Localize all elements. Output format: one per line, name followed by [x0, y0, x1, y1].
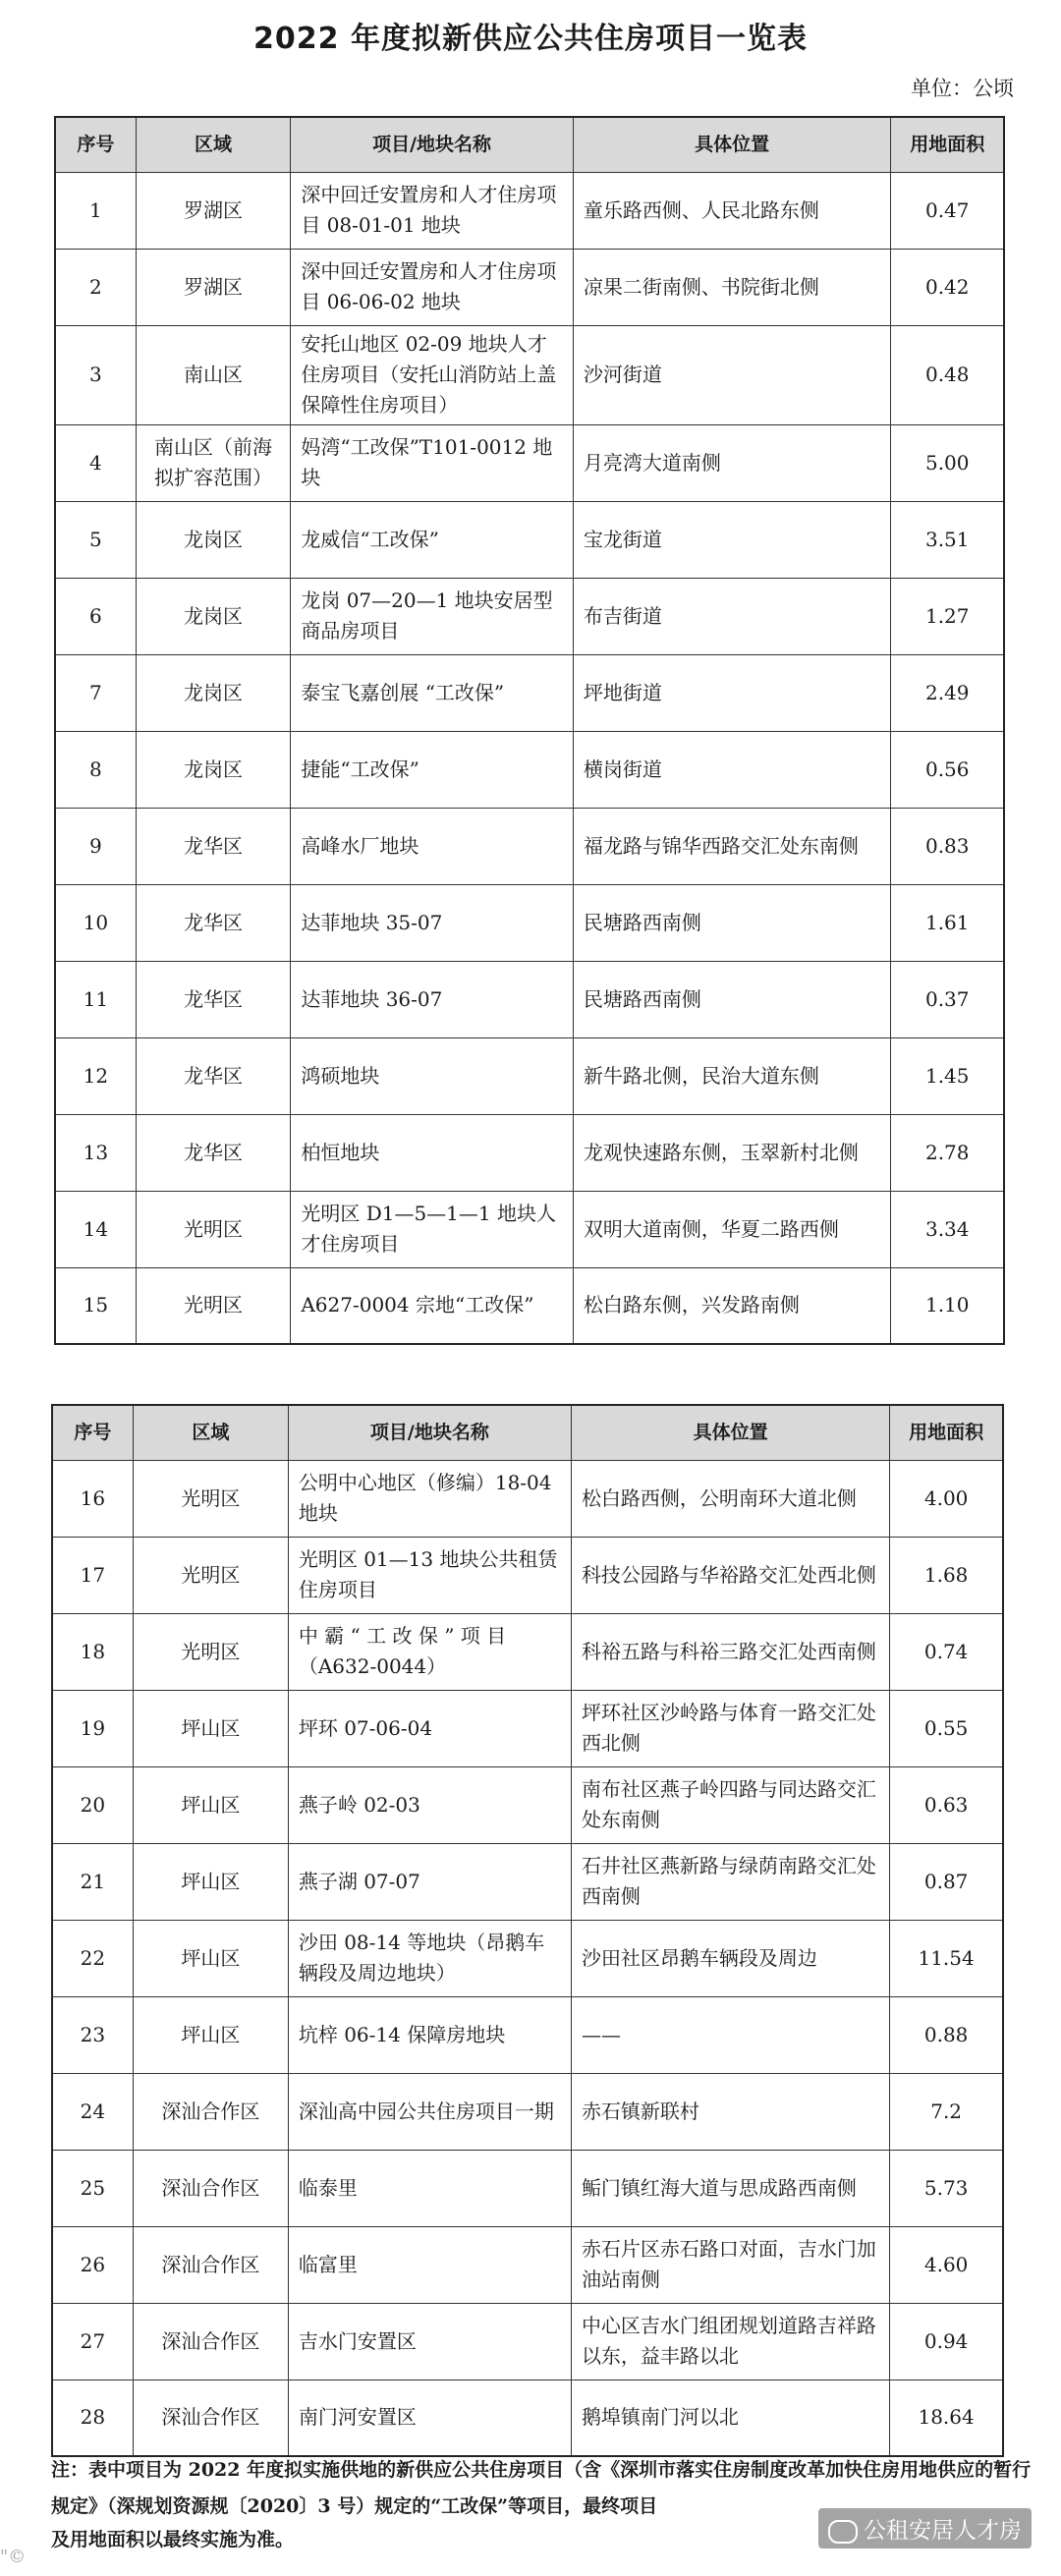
cell-location: 布吉街道	[573, 578, 891, 654]
cell-no: 12	[55, 1037, 136, 1114]
cell-no: 7	[55, 654, 136, 731]
cell-district: 南山区（前海拟扩容范围）	[136, 424, 291, 501]
cell-district: 光明区	[136, 1267, 291, 1344]
cell-location: 双明大道南侧，华夏二路西侧	[573, 1191, 891, 1267]
cell-district: 罗湖区	[136, 172, 291, 249]
header-location: 具体位置	[571, 1405, 889, 1460]
watermark	[818, 2508, 1032, 2548]
cell-project-name: 柏恒地块	[291, 1114, 574, 1191]
cell-project-name: A627-0004 宗地“工改保”	[291, 1267, 574, 1344]
cell-project-name: 深中回迁安置房和人才住房项目 06-06-02 地块	[291, 249, 574, 325]
cell-area: 0.87	[890, 1843, 1003, 1920]
cell-project-name: 中 霸 “ 工 改 保 ” 项 目（A632-0044）	[288, 1613, 571, 1690]
cell-project-name: 吉水门安置区	[288, 2303, 571, 2380]
cell-project-name: 燕子湖 07-07	[288, 1843, 571, 1920]
cell-no: 20	[52, 1766, 133, 1843]
table-row	[55, 249, 1004, 325]
cell-area: 0.94	[890, 2303, 1003, 2380]
table-row	[52, 2150, 1003, 2226]
table-row	[52, 2380, 1003, 2456]
cell-area: 4.00	[890, 1460, 1003, 1537]
table-row	[55, 1267, 1004, 1344]
cell-area: 0.63	[890, 1766, 1003, 1843]
cell-district: 坪山区	[133, 1766, 288, 1843]
cell-location: 赤石镇新联村	[571, 2073, 889, 2150]
header-area: 用地面积	[890, 1405, 1003, 1460]
cell-location: 鲘门镇红海大道与思成路西南侧	[571, 2150, 889, 2226]
cell-district: 光明区	[133, 1460, 288, 1537]
cell-no: 17	[52, 1537, 133, 1613]
cell-district: 深汕合作区	[133, 2073, 288, 2150]
cell-no: 15	[55, 1267, 136, 1344]
housing-table-part2	[51, 1404, 1004, 2457]
cell-no: 2	[55, 249, 136, 325]
cell-project-name: 坪环 07-06-04	[288, 1690, 571, 1766]
cell-location: 沙河街道	[573, 325, 891, 424]
cell-district: 龙华区	[136, 808, 291, 884]
cell-area: 11.54	[890, 1920, 1003, 1996]
cell-project-name: 鸿硕地块	[291, 1037, 574, 1114]
cell-area: 5.73	[890, 2150, 1003, 2226]
cell-project-name: 光明区 D1—5—1—1 地块人才住房项目	[291, 1191, 574, 1267]
cell-location: 沙田社区昂鹅车辆段及周边	[571, 1920, 889, 1996]
header-no: 序号	[55, 117, 136, 172]
cell-no: 5	[55, 501, 136, 578]
table-row	[52, 2073, 1003, 2150]
cell-no: 26	[52, 2226, 133, 2303]
cell-area: 7.2	[890, 2073, 1003, 2150]
cell-location: 坪地街道	[573, 654, 891, 731]
cell-district: 深汕合作区	[133, 2150, 288, 2226]
cell-area: 0.74	[890, 1613, 1003, 1690]
cell-district: 坪山区	[133, 1690, 288, 1766]
table-row	[52, 1690, 1003, 1766]
cell-project-name: 龙威信“工改保”	[291, 501, 574, 578]
table-row	[52, 1460, 1003, 1537]
table-row	[55, 884, 1004, 961]
cell-district: 深汕合作区	[133, 2380, 288, 2456]
cell-area: 18.64	[890, 2380, 1003, 2456]
header-district: 区域	[133, 1405, 288, 1460]
cell-no: 10	[55, 884, 136, 961]
cell-project-name: 深汕高中园公共住房项目一期	[288, 2073, 571, 2150]
cell-location: 福龙路与锦华西路交汇处东南侧	[573, 808, 891, 884]
cell-project-name: 泰宝飞嘉创展 “工改保”	[291, 654, 574, 731]
table-row	[52, 1920, 1003, 1996]
table-row	[52, 1766, 1003, 1843]
cell-project-name: 高峰水厂地块	[291, 808, 574, 884]
cell-no: 16	[52, 1460, 133, 1537]
cell-project-name: 龙岗 07—20—1 地块安居型商品房项目	[291, 578, 574, 654]
cell-no: 18	[52, 1613, 133, 1690]
cell-no: 8	[55, 731, 136, 808]
cell-district: 深汕合作区	[133, 2226, 288, 2303]
header-area: 用地面积	[891, 117, 1004, 172]
cell-district: 龙华区	[136, 1114, 291, 1191]
cell-location: 赤石片区赤石路口对面，吉水门加油站南侧	[571, 2226, 889, 2303]
cell-district: 光明区	[133, 1537, 288, 1613]
cell-district: 坪山区	[133, 1996, 288, 2073]
housing-table-part1	[54, 116, 1005, 1345]
cell-district: 光明区	[133, 1613, 288, 1690]
cell-area: 3.34	[891, 1191, 1004, 1267]
cell-no: 4	[55, 424, 136, 501]
header-location: 具体位置	[573, 117, 891, 172]
cell-project-name: 捷能“工改保”	[291, 731, 574, 808]
cell-location: 松白路东侧，兴发路南侧	[573, 1267, 891, 1344]
cell-area: 4.60	[890, 2226, 1003, 2303]
cell-project-name: 公明中心地区（修编）18-04 地块	[288, 1460, 571, 1537]
cell-project-name: 坑梓 06-14 保障房地块	[288, 1996, 571, 2073]
footnote: 注：表中项目为 2022 年度拟实施供地的新供应公共住房项目（含《深圳市落实住房制度改革加快住房用地供应的暂行规定》（深规划资源规〔2020〕3 号）规定的“工改保”等项目，最终项目	[51, 2459, 1032, 2517]
cell-no: 21	[52, 1843, 133, 1920]
cell-area: 2.49	[891, 654, 1004, 731]
cell-no: 9	[55, 808, 136, 884]
cell-district: 坪山区	[133, 1843, 288, 1920]
cell-district: 龙岗区	[136, 731, 291, 808]
cell-district: 龙岗区	[136, 654, 291, 731]
cell-location: 科技公园路与华裕路交汇处西北侧	[571, 1537, 889, 1613]
cell-area: 3.51	[891, 501, 1004, 578]
cell-district: 光明区	[136, 1191, 291, 1267]
header-project-name: 项目/地块名称	[291, 117, 574, 172]
cell-area: 1.45	[891, 1037, 1004, 1114]
cell-project-name: 达菲地块 36-07	[291, 961, 574, 1037]
table-row	[55, 1191, 1004, 1267]
table-header-row	[55, 117, 1004, 172]
cell-project-name: 沙田 08-14 等地块（昂鹅车辆段及周边地块）	[288, 1920, 571, 1996]
cell-project-name: 深中回迁安置房和人才住房项目 08-01-01 地块	[291, 172, 574, 249]
cell-location: 民塘路西南侧	[573, 884, 891, 961]
table-row	[52, 2303, 1003, 2380]
cell-area: 2.78	[891, 1114, 1004, 1191]
cell-location: 石井社区燕新路与绿荫南路交汇处西南侧	[571, 1843, 889, 1920]
cell-location: 南布社区燕子岭四路与同达路交汇处东南侧	[571, 1766, 889, 1843]
cell-location: 月亮湾大道南侧	[573, 424, 891, 501]
header-no: 序号	[52, 1405, 133, 1460]
cell-location: 中心区吉水门组团规划道路吉祥路以东，益丰路以北	[571, 2303, 889, 2380]
cell-no: 22	[52, 1920, 133, 1996]
cell-district: 龙华区	[136, 961, 291, 1037]
cell-district: 罗湖区	[136, 249, 291, 325]
cell-area: 0.48	[891, 325, 1004, 424]
cell-district: 南山区	[136, 325, 291, 424]
cell-no: 27	[52, 2303, 133, 2380]
cell-area: 0.83	[891, 808, 1004, 884]
cell-location: 科裕五路与科裕三路交汇处西南侧	[571, 1613, 889, 1690]
table-row	[55, 654, 1004, 731]
header-district: 区域	[136, 117, 291, 172]
table-row	[52, 1996, 1003, 2073]
table-row	[55, 808, 1004, 884]
cell-district: 龙岗区	[136, 578, 291, 654]
table-row	[55, 325, 1004, 424]
cell-area: 5.00	[891, 424, 1004, 501]
cell-project-name: 南门河安置区	[288, 2380, 571, 2456]
table-row	[55, 1037, 1004, 1114]
table-row	[55, 961, 1004, 1037]
cell-area: 0.42	[891, 249, 1004, 325]
cell-location: 横岗街道	[573, 731, 891, 808]
cell-area: 1.10	[891, 1267, 1004, 1344]
table-header-row	[52, 1405, 1003, 1460]
cell-area: 0.37	[891, 961, 1004, 1037]
cell-no: 6	[55, 578, 136, 654]
cell-project-name: 安托山地区 02-09 地块人才住房项目（安托山消防站上盖保障性住房项目）	[291, 325, 574, 424]
cell-no: 23	[52, 1996, 133, 2073]
header-project-name: 项目/地块名称	[288, 1405, 571, 1460]
cell-location: 鹅埠镇南门河以北	[571, 2380, 889, 2456]
table-row	[55, 424, 1004, 501]
cell-location: 民塘路西南侧	[573, 961, 891, 1037]
cell-district: 坪山区	[133, 1920, 288, 1996]
wechat-icon	[828, 2520, 858, 2544]
cell-area: 0.47	[891, 172, 1004, 249]
cell-project-name: 妈湾“工改保”T101-0012 地块	[291, 424, 574, 501]
cell-location: ——	[571, 1996, 889, 2073]
cell-area: 0.56	[891, 731, 1004, 808]
table-row	[55, 1114, 1004, 1191]
cell-no: 13	[55, 1114, 136, 1191]
unit-label: 单位：公顷	[911, 77, 1014, 100]
cell-no: 14	[55, 1191, 136, 1267]
cell-no: 24	[52, 2073, 133, 2150]
cell-project-name: 临富里	[288, 2226, 571, 2303]
cell-district: 龙岗区	[136, 501, 291, 578]
cell-location: 童乐路西侧、人民北路东侧	[573, 172, 891, 249]
table-row	[52, 1613, 1003, 1690]
cell-location: 宝龙街道	[573, 501, 891, 578]
cell-location: 松白路西侧，公明南环大道北侧	[571, 1460, 889, 1537]
cell-no: 11	[55, 961, 136, 1037]
cell-no: 25	[52, 2150, 133, 2226]
cell-district: 深汕合作区	[133, 2303, 288, 2380]
table-row	[55, 501, 1004, 578]
footnote-tail: 及用地面积以最终实施为准。	[51, 2529, 295, 2550]
cell-area: 0.55	[890, 1690, 1003, 1766]
cell-location: 坪环社区沙岭路与体育一路交汇处西北侧	[571, 1690, 889, 1766]
cell-district: 龙华区	[136, 1037, 291, 1114]
cell-area: 1.68	[890, 1537, 1003, 1613]
table-row	[55, 731, 1004, 808]
cell-location: 凉果二街南侧、书院街北侧	[573, 249, 891, 325]
cell-no: 3	[55, 325, 136, 424]
cell-district: 龙华区	[136, 884, 291, 961]
table-row	[52, 1537, 1003, 1613]
cell-no: 19	[52, 1690, 133, 1766]
cell-location: 龙观快速路东侧，玉翠新村北侧	[573, 1114, 891, 1191]
watermark-text: 公租安居人才房	[864, 2518, 1022, 2544]
cell-project-name: 临泰里	[288, 2150, 571, 2226]
table-row	[52, 1843, 1003, 1920]
document-title: 2022 年度拟新供应公共住房项目一览表	[253, 22, 808, 56]
cell-project-name: 光明区 01—13 地块公共租赁住房项目	[288, 1537, 571, 1613]
cell-area: 0.88	[890, 1996, 1003, 2073]
table-row	[55, 172, 1004, 249]
corner-mark: "©	[0, 2547, 27, 2567]
table-row	[52, 2226, 1003, 2303]
cell-location: 新牛路北侧，民治大道东侧	[573, 1037, 891, 1114]
cell-project-name: 燕子岭 02-03	[288, 1766, 571, 1843]
cell-area: 1.27	[891, 578, 1004, 654]
cell-no: 1	[55, 172, 136, 249]
table-row	[55, 578, 1004, 654]
cell-no: 28	[52, 2380, 133, 2456]
cell-project-name: 达菲地块 35-07	[291, 884, 574, 961]
cell-area: 1.61	[891, 884, 1004, 961]
